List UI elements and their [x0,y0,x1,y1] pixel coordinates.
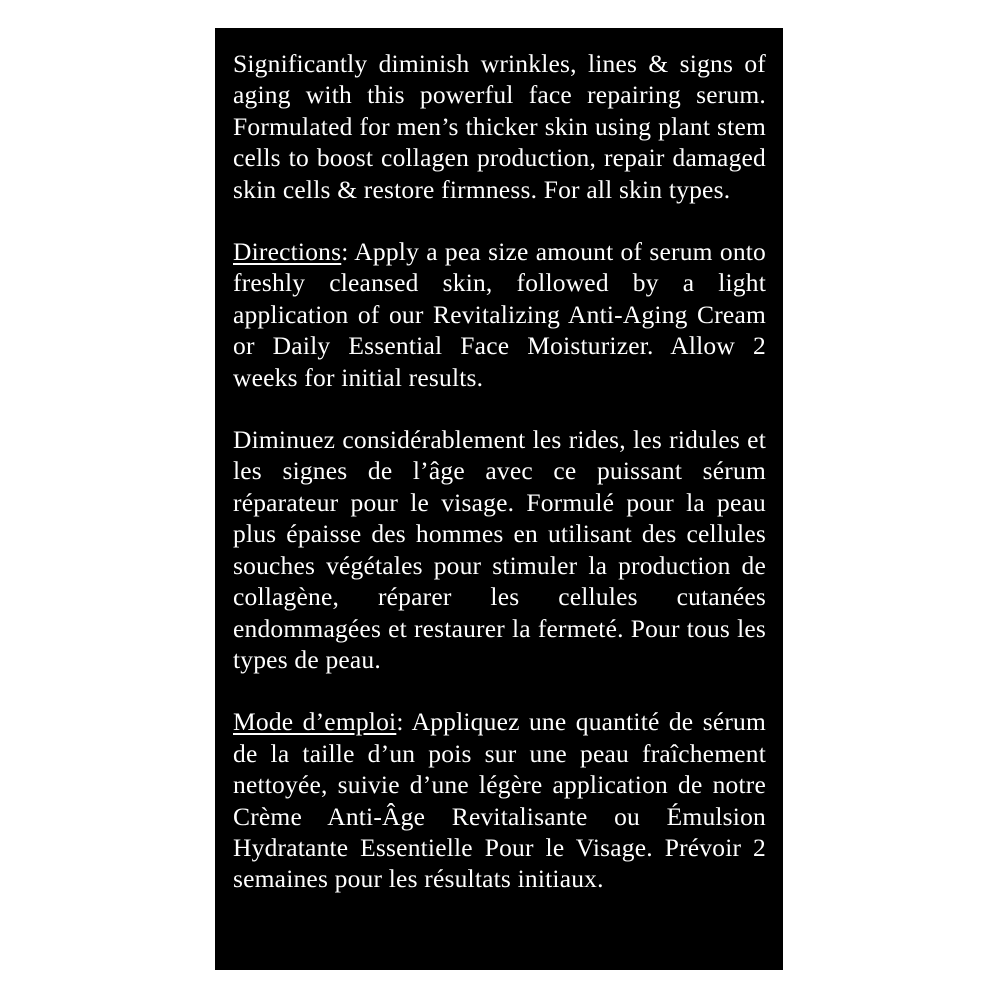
paragraph-english-description [233,48,766,205]
paragraph-heading-separator: : [396,707,412,737]
paragraph-french-description [233,424,766,675]
paragraph-heading: Mode d’emploi [233,707,397,737]
paragraph-body: Significantly diminish wrinkles, lines & signs of aging with this powerful face repairing serum. Formulated for men’s thicker skin using plant stem cells to boost collagen production, repair damaged skin cells & restore firmness. For all skin types. [233,49,766,204]
paragraph-body: Appliquez une quantité de sérum de la taille d’un pois sur une peau fraîchement nettoyée, suivie d’une légère application de notre Crème Anti-Âge Revitalisante ou Émulsion Hydratante Essentielle Pour le Visage. Prévoir 2 semaines pour les résultats initiaux. [233,707,767,894]
paragraph-directions-english [233,236,766,393]
paragraph-heading-separator: : [341,237,355,267]
product-label-panel [215,28,783,970]
paragraph-directions-french [233,706,766,894]
paragraph-body: Apply a pea size amount of serum onto freshly cleansed skin, followed by a light application of our Revitalizing Anti-Aging Cream or Daily Essential Face Moisturizer. Allow 2 weeks for initial results. [233,237,766,392]
paragraph-body: Diminuez considérablement les rides, les ridules et les signes de l’âge avec ce puissant sérum réparateur pour le visage. Formulé pour la peau plus épaisse des hommes en utilisant des cellules souches végétales pour stimuler la production de collagène, réparer les cellules cutanées endommagées et restaurer la fermeté. Pour tous les types de peau. [233,425,766,674]
paragraph-heading: Directions [233,237,342,267]
